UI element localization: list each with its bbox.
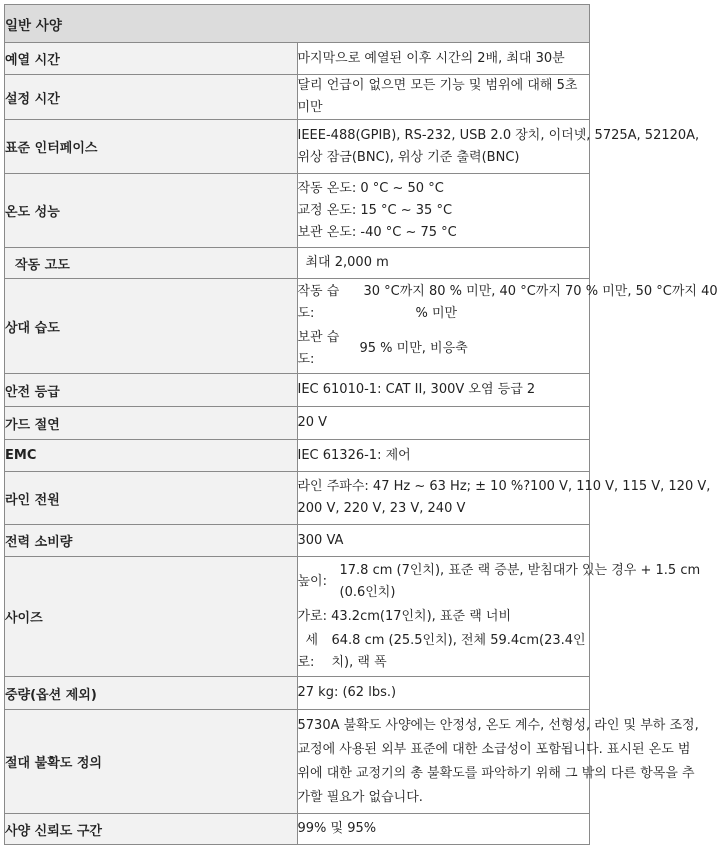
sub-key: 세 [305, 632, 319, 648]
sub-key: 도: [297, 352, 315, 367]
spec-value [297, 174, 590, 248]
spec-row-line-power [5, 472, 590, 525]
spec-row-temperature [5, 174, 590, 248]
spec-label: 안전 등급 [5, 374, 298, 407]
spec-row-emc [5, 440, 590, 472]
value-line: 200 V, 220 V, 23 V, 240 V [297, 501, 466, 516]
spec-label: EMC [5, 440, 298, 472]
spec-label: 사양 신뢰도 구간 [5, 814, 298, 845]
value-line: 작동 온도: 0 °C ~ 50 °C [297, 180, 444, 196]
spec-label: 가드 절연 [5, 407, 298, 440]
sub-key: 높이: [297, 573, 327, 589]
general-spec-table [4, 4, 718, 845]
sub-value: 64.8 cm (25.5인치), 전체 59.4cm(23.4인치), 랙 폭 [331, 632, 586, 670]
sub-value: 95 % 미만, 비응축 [359, 341, 468, 356]
value-line: 보관 온도: -40 °C ~ 75 °C [297, 224, 457, 240]
spec-value [297, 120, 700, 174]
spec-label: 예열 시간 [5, 43, 298, 75]
spec-row-uncertainty [5, 710, 590, 814]
spec-row-size [5, 557, 590, 677]
value-line: 위에 대한 교정기의 총 불확도를 파악하기 위해 그 밖의 다른 항목을 추 [297, 765, 695, 781]
spec-value: 27 kg: (62 lbs.) [297, 677, 590, 710]
spec-label: 중량(옵션 제외) [5, 677, 298, 710]
size-depth [298, 630, 590, 674]
sub-value: % 미만 [415, 306, 458, 321]
size-width: 가로: 43.2cm(17인치), 표준 랙 너비 [297, 608, 512, 624]
spec-row-altitude [5, 248, 590, 279]
spec-value [297, 279, 718, 374]
spec-row-guard [5, 407, 590, 440]
spec-label: 상대 습도 [5, 279, 298, 374]
sub-value: 17.8 cm (7인치), 표준 랙 증분, 받침대가 있는 경우 + 1.5 cm [339, 562, 701, 578]
sub-key: 작동 습 [297, 284, 340, 299]
spec-label: 설정 시간 [5, 75, 298, 120]
value-line: 교정 온도: 15 °C ~ 35 °C [297, 202, 453, 218]
spec-row-confidence [5, 814, 590, 845]
sub-key: 보관 습 [297, 330, 340, 345]
spec-row-weight [5, 677, 590, 710]
humidity-operating [297, 281, 718, 325]
spec-value [297, 710, 699, 814]
spec-label: 사이즈 [5, 557, 298, 677]
value-line: IEEE-488(GPIB), RS-232, USB 2.0 장치, 이더넷, 5725A, 52120A, [297, 127, 700, 143]
sub-value: (0.6인치) [339, 584, 396, 600]
spec-value: 99% 및 95% [297, 814, 590, 845]
spec-row-power [5, 525, 590, 557]
spec-row-safety [5, 374, 590, 407]
spec-label: 절대 불확도 정의 [5, 710, 298, 814]
spec-value: 달리 언급이 없으면 모든 기능 및 범위에 대해 5초 미만 [297, 75, 590, 120]
sub-key: 로: [297, 654, 315, 670]
spec-label: 라인 전원 [5, 472, 298, 525]
size-height [297, 560, 701, 604]
value-line: 교정에 사용된 외부 표준에 대한 소급성이 포함됩니다. 표시된 온도 범 [297, 741, 691, 757]
section-title: 일반 사양 [5, 5, 590, 43]
spec-value: 20 V [297, 407, 590, 440]
spec-label: 온도 성능 [5, 174, 298, 248]
value-line: 라인 주파수: 47 Hz ~ 63 Hz; ± 10 %?100 V, 110 V, 115 V, 120 V, [297, 479, 711, 494]
spec-row-settling [5, 75, 590, 120]
section-header-row [5, 5, 590, 43]
spec-value [297, 557, 701, 677]
spec-row-warmup [5, 43, 590, 75]
spec-value: 마지막으로 예열된 이후 시간의 2배, 최대 30분 [297, 43, 590, 75]
humidity-storage [298, 327, 590, 371]
spec-label: 작동 고도 [5, 248, 298, 279]
spec-value: IEC 61010-1: CAT II, 300V 오염 등급 2 [297, 374, 590, 407]
spec-value: 최대 2,000 m [297, 248, 590, 279]
spec-row-interface [5, 120, 590, 174]
sub-key: 도: [297, 306, 315, 321]
spec-value [297, 472, 711, 525]
value-line: 5730A 불확도 사양에는 안정성, 온도 계수, 선형성, 라인 및 부하 조정, [297, 717, 699, 733]
spec-value: IEC 61326-1: 제어 [297, 440, 590, 472]
spec-value: 300 VA [297, 525, 590, 557]
sub-value: 30 °C까지 80 % 미만, 40 °C까지 70 % 미만, 50 °C까지 40 [363, 284, 718, 299]
value-line: 가할 필요가 없습니다. [297, 789, 423, 805]
spec-row-humidity [5, 279, 590, 374]
spec-label: 표준 인터페이스 [5, 120, 298, 174]
value-line: 위상 잠금(BNC), 위상 기준 출력(BNC) [297, 149, 520, 165]
spec-label: 전력 소비량 [5, 525, 298, 557]
